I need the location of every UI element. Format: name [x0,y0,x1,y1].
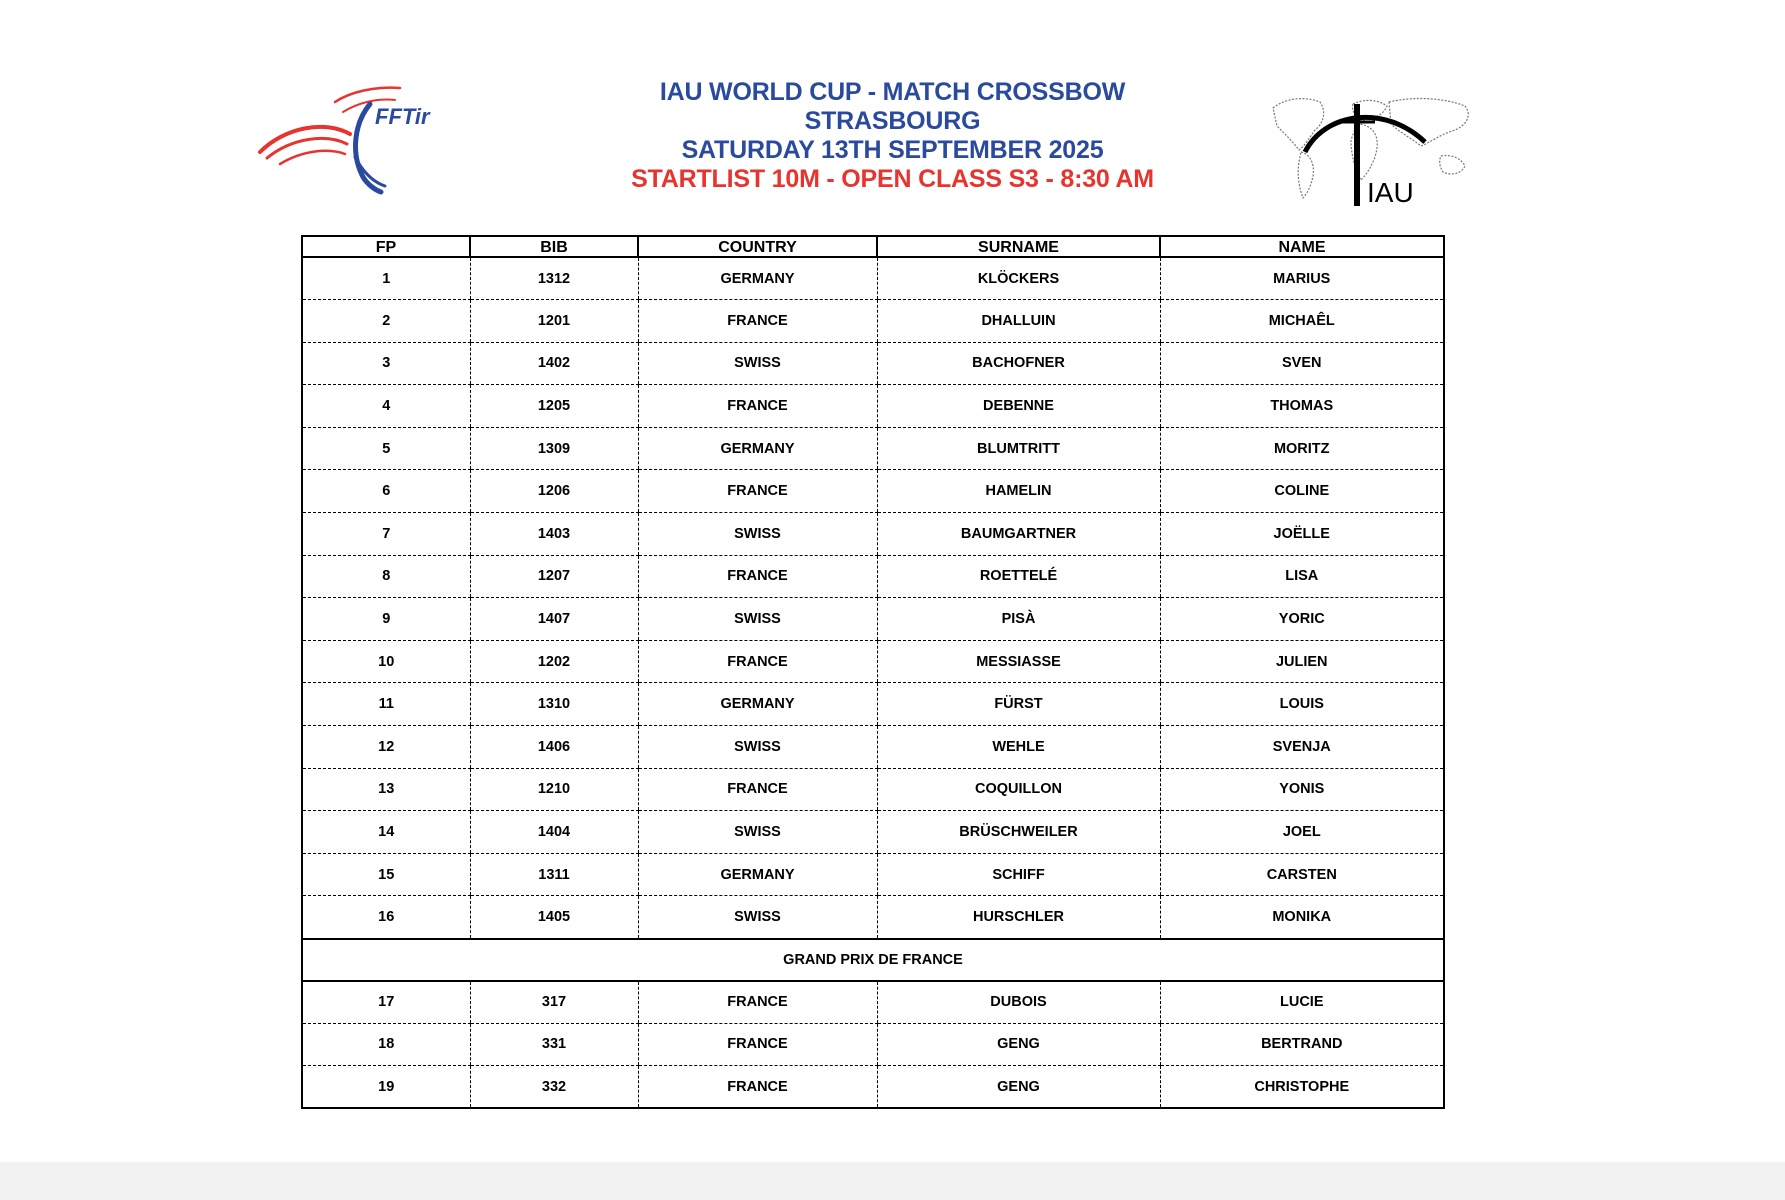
cell-country: SWISS [638,513,877,556]
table-row [302,300,1444,343]
cell-country: GERMANY [638,427,877,470]
cell-fp: 6 [302,470,470,513]
cell-fp: 3 [302,342,470,385]
cell-name: YORIC [1160,598,1444,641]
cell-name: MONIKA [1160,896,1444,939]
cell-name: JOEL [1160,811,1444,854]
cell-name: MORITZ [1160,427,1444,470]
cell-name: CHRISTOPHE [1160,1066,1444,1109]
event-date: SATURDAY 13TH SEPTEMBER 2025 [681,136,1104,164]
cell-country: FRANCE [638,555,877,598]
cell-surname: DEBENNE [877,385,1160,428]
cell-bib: 1202 [470,640,638,683]
cell-surname: HURSCHLER [877,896,1160,939]
cell-surname: BRÜSCHWEILER [877,811,1160,854]
event-title: IAU WORLD CUP - MATCH CROSSBOW [659,78,1126,106]
table-row [302,257,1444,300]
cell-fp: 8 [302,555,470,598]
cell-fp: 5 [302,427,470,470]
cell-fp: 13 [302,768,470,811]
cell-name: SVEN [1160,342,1444,385]
section-label: GRAND PRIX DE FRANCE [302,939,1444,981]
cell-country: GERMANY [638,683,877,726]
event-city: STRASBOURG [804,107,981,135]
cell-country: GERMANY [638,853,877,896]
table-row [302,598,1444,641]
cell-country: SWISS [638,811,877,854]
cell-name: LOUIS [1160,683,1444,726]
table-row [302,811,1444,854]
cell-fp: 2 [302,300,470,343]
cell-surname: HAMELIN [877,470,1160,513]
cell-country: FRANCE [638,768,877,811]
cell-surname: DHALLUIN [877,300,1160,343]
cell-bib: 1206 [470,470,638,513]
cell-name: SVENJA [1160,726,1444,769]
document-header [0,78,1785,194]
column-header-fp: FP [302,236,470,257]
column-header-bib: BIB [470,236,638,257]
cell-country: SWISS [638,896,877,939]
cell-fp: 9 [302,598,470,641]
cell-bib: 1312 [470,257,638,300]
cell-bib: 1311 [470,853,638,896]
cell-fp: 7 [302,513,470,556]
cell-surname: GENG [877,1023,1160,1066]
cell-country: FRANCE [638,1066,877,1109]
cell-country: FRANCE [638,1023,877,1066]
viewer-bottom-strip [0,1162,1785,1200]
cell-surname: COQUILLON [877,768,1160,811]
table-row [302,513,1444,556]
cell-name: JOËLLE [1160,513,1444,556]
cell-bib: 1207 [470,555,638,598]
cell-name: BERTRAND [1160,1023,1444,1066]
cell-fp: 18 [302,1023,470,1066]
svg-text:IAU: IAU [1367,177,1414,208]
cell-fp: 10 [302,640,470,683]
cell-bib: 317 [470,981,638,1024]
table-row [302,555,1444,598]
table-row [302,981,1444,1024]
cell-bib: 1402 [470,342,638,385]
cell-bib: 1406 [470,726,638,769]
cell-bib: 331 [470,1023,638,1066]
iau-logo [1265,90,1490,210]
cell-bib: 1201 [470,300,638,343]
cell-country: FRANCE [638,981,877,1024]
cell-fp: 1 [302,257,470,300]
table-row [302,427,1444,470]
cell-bib: 1405 [470,896,638,939]
column-header-name: NAME [1160,236,1444,257]
cell-name: CARSTEN [1160,853,1444,896]
table-row [302,683,1444,726]
cell-bib: 332 [470,1066,638,1109]
cell-surname: BAUMGARTNER [877,513,1160,556]
cell-bib: 1403 [470,513,638,556]
cell-name: THOMAS [1160,385,1444,428]
cell-name: MARIUS [1160,257,1444,300]
cell-surname: PISÀ [877,598,1160,641]
table-row [302,470,1444,513]
cell-name: LUCIE [1160,981,1444,1024]
cell-surname: GENG [877,1066,1160,1109]
startlist-table [301,235,1445,1109]
cell-name: LISA [1160,555,1444,598]
cell-surname: BACHOFNER [877,342,1160,385]
cell-fp: 11 [302,683,470,726]
cell-surname: SCHIFF [877,853,1160,896]
svg-text:FFTir: FFTir [375,104,430,129]
cell-fp: 12 [302,726,470,769]
cell-bib: 1205 [470,385,638,428]
cell-bib: 1404 [470,811,638,854]
cell-country: FRANCE [638,640,877,683]
cell-fp: 15 [302,853,470,896]
cell-name: MICHAÊL [1160,300,1444,343]
world-map-crossbow-icon [1265,90,1490,210]
table-body-main [302,257,1444,939]
cell-country: SWISS [638,342,877,385]
table-row [302,385,1444,428]
table-row [302,726,1444,769]
table-row [302,853,1444,896]
table-row [302,640,1444,683]
cell-name: COLINE [1160,470,1444,513]
cell-country: FRANCE [638,385,877,428]
table-row [302,342,1444,385]
cell-fp: 19 [378,1078,395,1095]
cell-name: JULIEN [1160,640,1444,683]
table-body-section [302,981,1444,1109]
cell-name: YONIS [1160,768,1444,811]
cell-surname: ROETTELÉ [877,555,1160,598]
cell-fp: 17 [302,981,470,1024]
cell-bib: 1210 [470,768,638,811]
cell-surname: BLUMTRITT [877,427,1160,470]
cell-bib: 1310 [470,683,638,726]
cell-bib: 1309 [470,427,638,470]
cell-country: FRANCE [638,300,877,343]
startlist-table-container [301,235,1443,1109]
cell-fp: 16 [302,896,470,939]
column-header-surname: SURNAME [877,236,1160,257]
cell-fp: 14 [302,811,470,854]
table-row [302,896,1444,939]
column-header-country: COUNTRY [638,236,877,257]
table-header-row [302,236,1444,257]
cell-surname: WEHLE [877,726,1160,769]
cell-surname: FÜRST [877,683,1160,726]
section-row [302,939,1444,981]
table-section [302,939,1444,981]
cell-surname: KLÖCKERS [877,257,1160,300]
table-row [302,1023,1444,1066]
cell-country: SWISS [638,598,877,641]
cell-surname: DUBOIS [877,981,1160,1024]
cell-surname: MESSIASSE [877,640,1160,683]
cell-fp: 4 [302,385,470,428]
startlist-title: STARTLIST 10M - OPEN CLASS S3 - 8:30 AM [631,165,1154,193]
cell-bib: 1407 [470,598,638,641]
cell-country: SWISS [638,726,877,769]
cell-country: GERMANY [638,257,877,300]
table-row [302,1066,1444,1109]
table-row [302,768,1444,811]
cell-country: FRANCE [638,470,877,513]
